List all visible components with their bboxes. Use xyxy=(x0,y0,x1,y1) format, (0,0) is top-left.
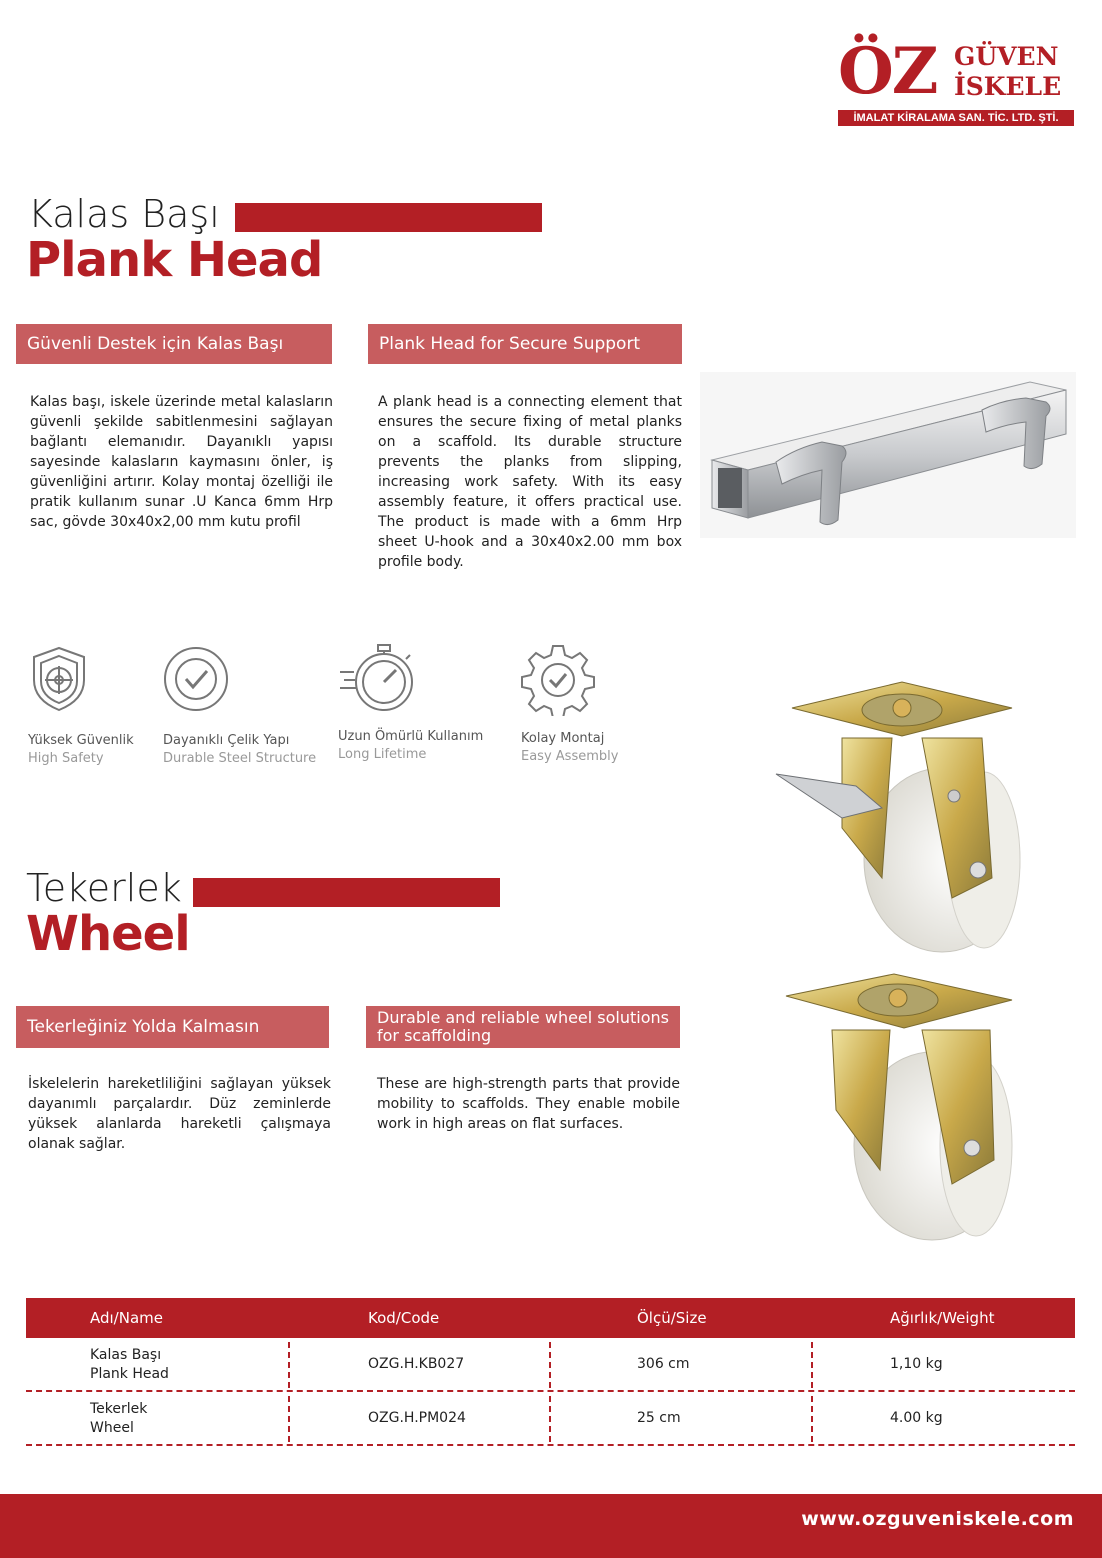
logo-word-1: GÜVEN xyxy=(954,42,1059,71)
feature-label-tr: Dayanıklı Çelik Yapı xyxy=(163,733,290,748)
plank-title-en: Plank Head xyxy=(26,232,323,288)
plank-description-tr: Kalas başı, iskele üzerinde metal kalasların güvenli şekilde sabitlenmesini sağlayan bağlantı elemanıdır. Dayanıklı yapısı sayesinde kalasların kaymasını önler, iş güvenliğini artırır. Kolay montaj özelliği ile pratik kullanım sunar .U Kanca 6mm Hrp sac, gövde 30x40x2,00 mm kutu profil xyxy=(30,394,333,530)
wheel-fixed-image xyxy=(780,970,1036,1246)
plank-subtitle-tr: Güvenli Destek için Kalas Başı xyxy=(16,324,332,364)
cell-weight: 1,10 kg xyxy=(890,1356,943,1372)
feature-long-lifetime xyxy=(338,642,483,764)
plank-title-tr: Kalas Başı xyxy=(28,192,220,236)
feature-label-en: Long Lifetime xyxy=(338,747,427,762)
plank-title-rule xyxy=(235,203,542,232)
cell-name-en: Wheel xyxy=(90,1420,134,1436)
plank-head-image xyxy=(700,372,1076,538)
cell-name-tr: Kalas Başı xyxy=(90,1347,162,1363)
header-code: Kod/Code xyxy=(368,1309,440,1327)
wheel-with-brake-image xyxy=(772,678,1028,960)
plank-description-en: A plank head is a connecting element that ensures the secure fixing of metal planks on a scaffold. Its durable structure prevents the planks from slipping, increasing work safety. With its easy assembly feature, it offers practical use. The product is made with a 6mm Hrp sheet U-hook and a 30x40x2.00 mm box profile body. xyxy=(378,394,682,570)
wheel-title-en: Wheel xyxy=(26,906,190,962)
feature-durable-steel xyxy=(163,644,316,768)
cell-weight: 4.00 kg xyxy=(890,1410,943,1426)
column-divider xyxy=(549,1342,551,1388)
cell-name-en: Plank Head xyxy=(90,1366,169,1382)
cell-size: 25 cm xyxy=(637,1410,681,1426)
wheel-subtitle-en: Durable and reliable wheel solutions for scaffolding xyxy=(366,1006,680,1048)
logo-tagline: İMALAT KİRALAMA SAN. TİC. LTD. ŞTİ. xyxy=(838,110,1074,126)
wheel-title-tr: Tekerlek xyxy=(26,866,182,910)
wheel-title-rule xyxy=(193,878,500,907)
column-divider xyxy=(288,1342,290,1388)
logo-mark: ÖZ xyxy=(838,34,937,109)
table-row xyxy=(26,1392,1075,1446)
feature-label-tr: Uzun Ömürlü Kullanım xyxy=(338,729,484,744)
column-divider xyxy=(811,1396,813,1442)
logo-word-2: İSKELE xyxy=(954,72,1062,101)
feature-label-en: Easy Assembly xyxy=(521,749,619,764)
cell-size: 306 cm xyxy=(637,1356,690,1372)
header-weight: Ağırlık/Weight xyxy=(890,1309,995,1327)
cell-name-tr: Tekerlek xyxy=(90,1401,148,1417)
check-circle-icon xyxy=(163,644,231,714)
cell-code: OZG.H.KB027 xyxy=(368,1356,465,1372)
product-table xyxy=(26,1298,1075,1446)
feature-label-en: Durable Steel Structure xyxy=(163,751,317,766)
wheel-subtitle-tr: Tekerleğiniz Yolda Kalmasın xyxy=(16,1006,329,1048)
column-divider xyxy=(811,1342,813,1388)
feature-label-en: High Safety xyxy=(28,751,104,766)
cell-name xyxy=(90,1346,169,1384)
header-name: Adı/Name xyxy=(90,1309,163,1327)
table-row xyxy=(26,1338,1075,1392)
column-divider xyxy=(288,1396,290,1442)
wheel-description-en: These are high-strength parts that provide mobility to scaffolds. They enable mobile work in high areas on flat surfaces. xyxy=(377,1076,680,1132)
shield-icon xyxy=(28,644,90,714)
feature-label-tr: Yüksek Güvenlik xyxy=(28,733,134,748)
feature-easy-assembly xyxy=(521,644,618,766)
plank-subtitle-en: Plank Head for Secure Support xyxy=(368,324,682,364)
feature-high-safety xyxy=(28,644,134,768)
table-header xyxy=(26,1298,1075,1338)
cell-name xyxy=(90,1400,147,1438)
wheel-description-tr: İskelelerin hareketliliğini sağlayan yüksek dayanımlı parçalardır. Düz zeminlerde yüksek alanlarda hareketli çalışmaya olanak sağlar. xyxy=(28,1076,331,1152)
header-size: Ölçü/Size xyxy=(637,1309,707,1327)
company-logo xyxy=(836,34,1076,128)
feature-label-tr: Kolay Montaj xyxy=(521,731,605,746)
column-divider xyxy=(549,1396,551,1442)
stopwatch-icon xyxy=(338,642,418,714)
footer-bar xyxy=(0,1494,1102,1558)
cell-code: OZG.H.PM024 xyxy=(368,1410,466,1426)
website-link[interactable]: www.ozguveniskele.com xyxy=(801,1508,1074,1530)
gear-check-icon xyxy=(521,644,595,716)
